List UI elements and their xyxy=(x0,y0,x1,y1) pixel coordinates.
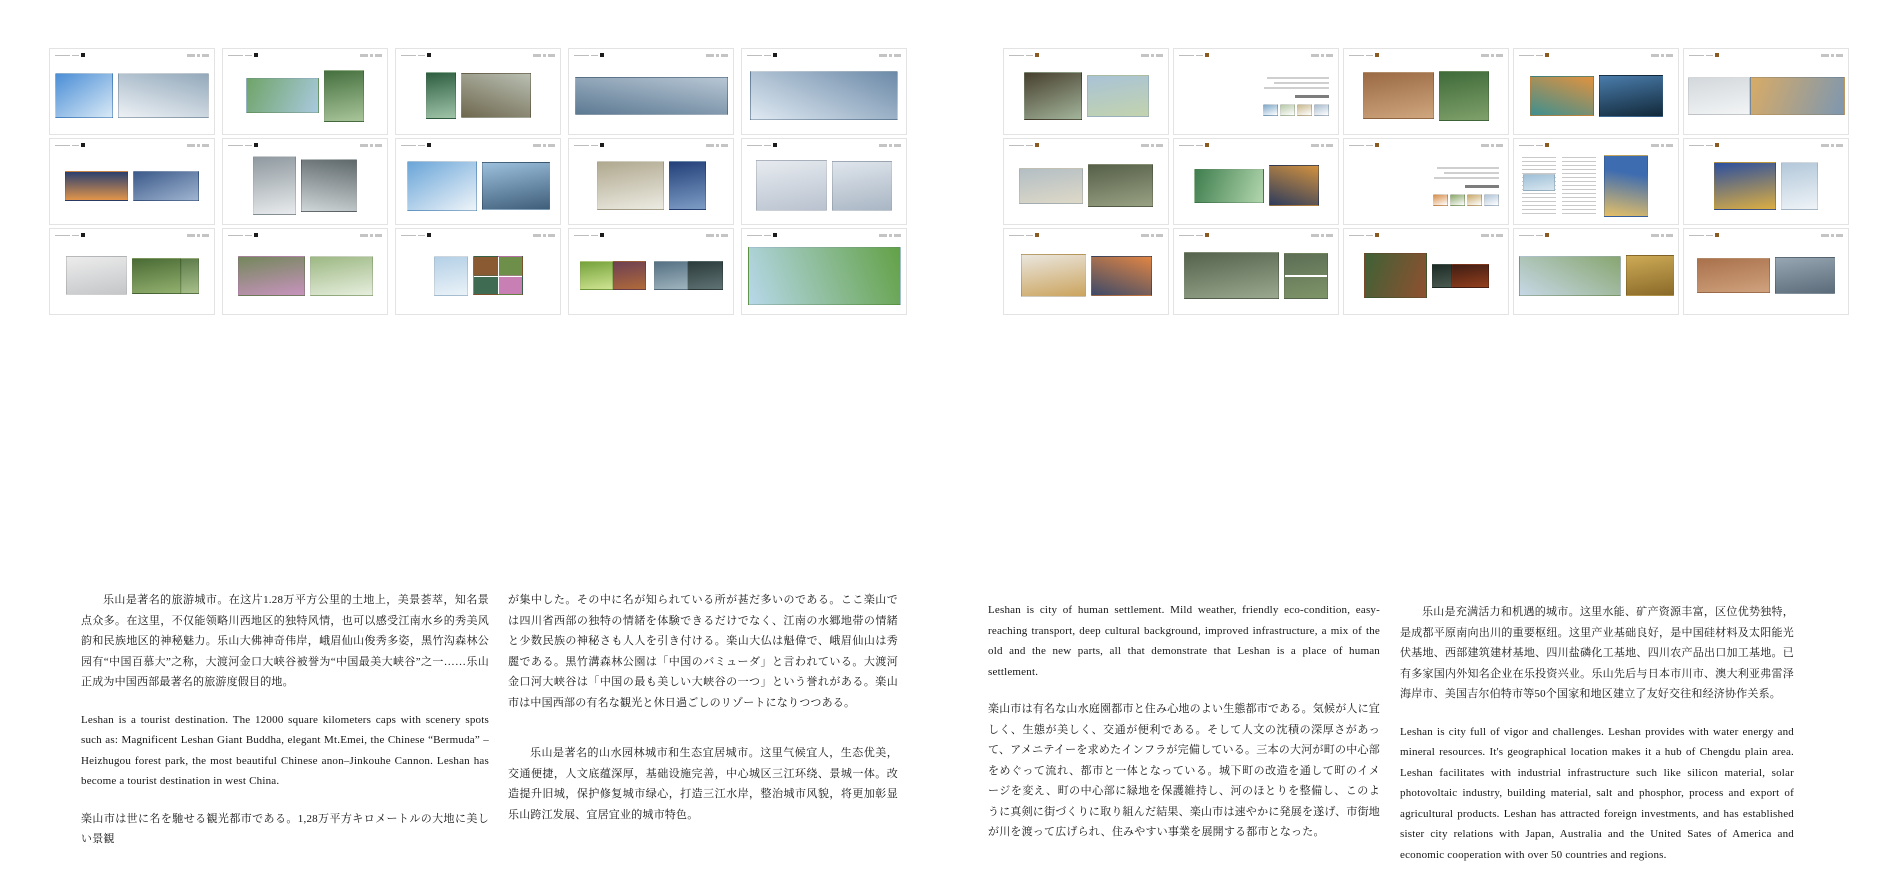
thumb-grid-left xyxy=(49,48,907,315)
frost-branches-photo xyxy=(1688,77,1750,115)
page-marker-square xyxy=(773,233,777,237)
left-page-text-column-2 xyxy=(508,590,898,842)
chapter-text-line xyxy=(1274,82,1329,84)
green-valley-photo xyxy=(324,70,364,122)
page-marker-square xyxy=(427,233,431,237)
page-marker-square xyxy=(254,53,258,57)
yi-gathering-photo xyxy=(1088,164,1153,207)
paragraph-en-tourism: Leshan is a tourist destination. The 12000 square kilometers caps with scenery spots such as: Magnificent Leshan Giant Buddha, elegant Mt.Emei, the Chinese “Bermuda” –Heizhugou forest park, the most beautiful Chinese anon–Jinkouhe Cannon. Leshan has become a tourist destination in west China. xyxy=(81,713,489,787)
strip-photo xyxy=(1263,104,1278,116)
golden-cloud-sea-photo xyxy=(1750,77,1845,115)
sunrise-mist-peaks-photo xyxy=(1530,76,1594,116)
page-header-marks xyxy=(574,233,604,237)
page-number-marks xyxy=(1141,144,1163,147)
buddha-statue-photo xyxy=(1604,155,1648,217)
page-header-marks xyxy=(228,233,258,237)
cloud-sea-panorama-photo xyxy=(575,77,728,115)
page-marker-square xyxy=(1205,233,1209,237)
samantabhadra-statue-photo xyxy=(1714,162,1776,210)
page-header-marks xyxy=(401,53,431,57)
page-thumbnail xyxy=(1173,48,1339,135)
page-thumbnail xyxy=(1003,138,1169,225)
page-header-marks xyxy=(1519,53,1549,57)
page-marker-square xyxy=(81,143,85,147)
page-number-marks xyxy=(879,54,901,57)
page-marker-square xyxy=(1375,233,1379,237)
page-marker-square xyxy=(1715,53,1719,57)
strip-photo xyxy=(1280,104,1295,116)
night-heron-photo xyxy=(688,261,723,290)
page-header-marks xyxy=(1519,143,1549,147)
page-thumbnail xyxy=(741,48,907,135)
page-header-marks xyxy=(228,53,258,57)
page-thumbnail xyxy=(1003,228,1169,315)
page-header-marks xyxy=(747,53,777,57)
page-header-marks xyxy=(1519,233,1549,237)
page-header-marks xyxy=(747,233,777,237)
photo-area xyxy=(227,240,383,311)
page-number-marks xyxy=(1821,144,1843,147)
green-gorge-photo xyxy=(1439,71,1489,121)
page-thumbnail xyxy=(222,138,388,225)
page-thumbnail xyxy=(49,48,215,135)
page-marker-square xyxy=(773,53,777,57)
chapter-photo-strip xyxy=(1263,104,1329,116)
temple-courtyards-photo xyxy=(1284,253,1328,299)
photo-area xyxy=(573,240,729,311)
bamboo-red-wall-photo xyxy=(1364,253,1427,298)
golden-roof-sunset-photo xyxy=(1091,256,1152,296)
paragraph-ja-tourism-cont: が集中した。その中に名が知られている所が甚だ多いのである。ここ楽山では四川省西部の独特の情緒を体験できるだけでなく、江南の水郷地帯の情緒と少数民族の神秘さも人人を引き付ける。楽山大仏は魁偉で、峨眉仙山は秀麗である。黒竹溝森林公園は「中国のバミューダ」と言われている。大渡河金口河大峡谷は「中国の最も美しい大峡谷の一つ」という誉れがある。楽山市は中国西部の有名な観光と休日過ごしのリゾートになりつつある。 xyxy=(508,594,898,709)
photo-area xyxy=(1178,150,1334,221)
left-page-text-column-1 xyxy=(81,590,489,867)
photo-area xyxy=(1688,150,1844,221)
page-marker-square xyxy=(600,143,604,147)
page-thumbnail xyxy=(1513,138,1679,225)
photo-area xyxy=(746,150,902,221)
page-number-marks xyxy=(187,144,209,147)
page-number-marks xyxy=(533,144,555,147)
page-marker-square xyxy=(1375,53,1379,57)
photo-area xyxy=(227,60,383,131)
page-thumbnail xyxy=(1343,138,1509,225)
photo-area xyxy=(573,150,729,221)
page-number-marks xyxy=(187,54,209,57)
chapter-text-line xyxy=(1437,167,1499,169)
tree-frog-photo xyxy=(580,261,613,290)
red-lantern-arch-photo xyxy=(1452,264,1489,288)
page-thumbnail xyxy=(1003,48,1169,135)
page-header-marks xyxy=(1009,233,1039,237)
page-number-marks xyxy=(1651,144,1673,147)
lake-bridge-photo xyxy=(1087,75,1149,117)
photo-area xyxy=(1008,60,1164,131)
page-number-marks xyxy=(533,54,555,57)
photo-area xyxy=(746,60,902,131)
page-number-marks xyxy=(1141,234,1163,237)
gilded-relief-photo xyxy=(1626,255,1674,296)
page-marker-square xyxy=(1545,53,1549,57)
page-thumbnail xyxy=(568,228,734,315)
page-number-marks xyxy=(1481,234,1503,237)
page-marker-square xyxy=(600,53,604,57)
cliff-tombs-photo xyxy=(1697,258,1770,293)
nature-macro-grid-photo xyxy=(473,256,523,295)
page-number-marks xyxy=(1311,54,1333,57)
moonlit-snow-tree-photo xyxy=(669,161,706,210)
page-thumbnail xyxy=(395,48,561,135)
riverside-banyan-panorama-photo xyxy=(748,247,901,305)
page-header-marks xyxy=(55,233,85,237)
page-number-marks xyxy=(706,234,728,237)
page-header-marks xyxy=(1009,53,1039,57)
thumb-grid-right xyxy=(1003,48,1849,315)
snow-visitors-photo xyxy=(756,160,827,211)
sunset-cloud-sea-photo xyxy=(65,171,128,201)
strip-photo xyxy=(1467,194,1482,206)
chapter-text-line xyxy=(1267,77,1329,79)
dusk-snow-trees-photo xyxy=(133,171,199,201)
photo-area xyxy=(1688,240,1844,311)
photo-area xyxy=(1008,240,1164,311)
page-thumbnail xyxy=(1173,138,1339,225)
paragraph-zh-garden-city: 乐山是著名的山水园林城市和生态宜居城市。这里气候宜人，生态优美，交通便捷，人文底蕴深厚，基础设施完善，中心城区三江环绕、景城一体。改造提升旧城，保护修复城市绿心，打造三江水岸，整治城市风貌，将更加彰显乐山跨江发展、宜居宜业的城市特色。 xyxy=(508,747,898,821)
monkeys-forest-photo xyxy=(132,258,181,294)
page-number-marks xyxy=(1311,144,1333,147)
photo-area xyxy=(1348,240,1504,311)
page-number-marks xyxy=(533,234,555,237)
page-thumbnail xyxy=(1513,228,1679,315)
page-thumbnail xyxy=(1343,228,1509,315)
paragraph-ja-settlement: 楽山市は有名な山水庭園都市と住み心地のよい生態都市である。気候が人に宜しく、生態が美しく、交通が便利である。そして人文の沈積の深厚さがあって、アメニテイーを求めたインフラが完備している。三本の大河が町の中心部をめぐって流れ、都市と一体となっている。城下町の改造を通して町のイメージを変え、町の中心部に緑地を保護維持し、河のほとりを整備し、このように真剣に街づくりに取り組んだ結果、楽山市は速やかに発展を遂げ、市街地が川を渡って広げられ、住みやすい事業を展開する都市となった。 xyxy=(988,703,1380,838)
page-thumbnail xyxy=(222,228,388,315)
page-header-marks xyxy=(1009,143,1039,147)
page-thumbnail xyxy=(741,228,907,315)
mini-text-column xyxy=(1562,157,1596,215)
strip-photo xyxy=(1484,194,1499,206)
page-thumbnail xyxy=(49,228,215,315)
page-number-marks xyxy=(879,144,901,147)
page-thumbnail xyxy=(1683,138,1849,225)
photo-area xyxy=(54,240,210,311)
page-thumbnail xyxy=(395,138,561,225)
sun-over-ridge-photo xyxy=(1599,75,1663,117)
page-marker-square xyxy=(773,143,777,147)
page-header-marks xyxy=(1179,53,1209,57)
photo-area xyxy=(227,150,383,221)
jinkouhe-canyon-photo xyxy=(1363,72,1434,119)
inset-photo xyxy=(1523,174,1555,191)
forest-waterfall-photo xyxy=(426,72,456,119)
page-header-marks xyxy=(1179,143,1209,147)
paragraph-ja-tourism-lead: 楽山市は世に名を馳せる観光都市である。1,28万平方キロメートルの大地に美しい景観 xyxy=(81,812,489,845)
right-page-text-column-2 xyxy=(1400,602,1794,882)
children-sledding-photo xyxy=(832,161,892,211)
photo-area xyxy=(1518,240,1674,311)
strip-photo xyxy=(1297,104,1312,116)
chapter-text-line xyxy=(1434,177,1499,179)
page-header-marks xyxy=(1349,143,1379,147)
strip-photo xyxy=(1433,194,1448,206)
page-marker-square xyxy=(1545,233,1549,237)
photo-area xyxy=(1348,60,1504,131)
photo-area xyxy=(54,150,210,221)
page-number-marks xyxy=(1651,234,1673,237)
photo-area xyxy=(400,60,556,131)
page-number-marks xyxy=(1821,234,1843,237)
forest-bird-photo xyxy=(613,261,646,290)
page-marker-square xyxy=(1035,233,1039,237)
chapter-text-line xyxy=(1444,172,1499,174)
strip-photo xyxy=(1314,104,1329,116)
icicles-photo xyxy=(482,162,550,210)
page-marker-square xyxy=(254,143,258,147)
misty-autumn-forest-photo xyxy=(461,73,531,118)
page-header-marks xyxy=(401,143,431,147)
page-header-marks xyxy=(1689,53,1719,57)
page-number-marks xyxy=(1481,54,1503,57)
snowy-temple-photo xyxy=(597,161,664,210)
page-header-marks xyxy=(1179,233,1209,237)
paragraph-en-vigor: Leshan is city full of vigor and challenges. Leshan provides with water energy and mineral resources. It's geographical location makes it a hub of Chengdu plain area. Leshan facilitates with industrial infrastructure such like silicon material, solar photovoltaic industry, building material, salt and phosphor, process and export of agricultural products. Leshan has attracted foreign investments, and has established sister city relations with Japan, Australia and the United Sates of America and economic cooperation with over 50 countries and regions. xyxy=(1400,725,1794,861)
paragraph-zh-vigor: 乐山是充满活力和机遇的城市。这里水能、矿产资源丰富，区位优势独特，是成都平原南向出川的重要枢纽。这里产业基础良好，是中国硅材料及太阳能光伏基地、西部建筑建材基地、四川盐磷化工基地、四川农产品出口加工基地。已有多家国内外知名企业在乐投资兴业。乐山先后与日本市川市、澳大利亚弗雷泽海岸市、美国吉尔伯特市等50个国家和地区建立了友好交往和经济协作关系。 xyxy=(1400,606,1794,700)
page-marker-square xyxy=(1035,143,1039,147)
chapter-photo-strip xyxy=(1433,194,1499,206)
page-number-marks xyxy=(1311,234,1333,237)
photo-area xyxy=(746,240,902,311)
white-elephant-arch-photo xyxy=(1781,162,1818,210)
photo-area xyxy=(1008,150,1164,221)
page-thumbnail xyxy=(49,138,215,225)
page-marker-square xyxy=(427,53,431,57)
bamboo-river-photo xyxy=(1194,169,1264,203)
page-number-marks xyxy=(360,144,382,147)
page-number-marks xyxy=(1821,54,1843,57)
giant-buddha-hill-panorama-photo xyxy=(1519,256,1621,296)
misty-pasture-photo xyxy=(1019,168,1083,204)
photo-area xyxy=(1688,60,1844,131)
mini-text-column xyxy=(1522,157,1556,215)
page-marker-square xyxy=(81,233,85,237)
page-header-marks xyxy=(228,143,258,147)
page-header-marks xyxy=(1689,233,1719,237)
dove-tree-flowers-photo xyxy=(310,256,373,296)
chapter-intro-block xyxy=(1433,164,1499,206)
photo-area xyxy=(573,60,729,131)
lake-boardwalk-photo xyxy=(246,78,319,113)
page-number-marks xyxy=(1141,54,1163,57)
page-thumbnail xyxy=(741,138,907,225)
page-marker-square xyxy=(1715,143,1719,147)
page-marker-square xyxy=(1205,53,1209,57)
temple-forest-path-photo xyxy=(1184,252,1279,299)
page-marker-square xyxy=(1375,143,1379,147)
page-header-marks xyxy=(1689,143,1719,147)
page-marker-square xyxy=(254,233,258,237)
monkey-snow-branch-photo xyxy=(66,256,127,295)
page-thumbnail xyxy=(1343,48,1509,135)
page-marker-square xyxy=(1205,143,1209,147)
page-number-marks xyxy=(879,234,901,237)
photo-area xyxy=(400,240,556,311)
page-thumbnail xyxy=(222,48,388,135)
chapter-title-line xyxy=(1465,185,1499,188)
page-header-marks xyxy=(401,233,431,237)
page-number-marks xyxy=(187,234,209,237)
photo-area xyxy=(54,60,210,131)
chapter-title-line xyxy=(1295,95,1329,98)
text-page-layout xyxy=(1522,152,1672,219)
photo-area xyxy=(1178,240,1334,311)
page-thumbnail xyxy=(1683,228,1849,315)
page-number-marks xyxy=(360,54,382,57)
page-marker-square xyxy=(1545,143,1549,147)
foggy-cliff-photo xyxy=(253,156,296,215)
right-page-text-column-1 xyxy=(988,600,1380,860)
page-header-marks xyxy=(1349,53,1379,57)
page-marker-square xyxy=(1035,53,1039,57)
chapter-intro-block xyxy=(1263,74,1329,116)
photo-area xyxy=(400,150,556,221)
page-header-marks xyxy=(574,143,604,147)
page-header-marks xyxy=(1349,233,1379,237)
page-number-marks xyxy=(706,144,728,147)
sea-of-clouds-photo xyxy=(118,73,209,118)
dark-courtyard-photo xyxy=(1432,264,1452,288)
page-header-marks xyxy=(574,53,604,57)
page-thumbnail xyxy=(395,228,561,315)
page-thumbnail xyxy=(568,138,734,225)
strip-photo xyxy=(1450,194,1465,206)
leaves-blue-sky-photo xyxy=(434,256,468,296)
page-thumbnail xyxy=(1683,48,1849,135)
mist-pines-photo xyxy=(301,159,357,212)
page-number-marks xyxy=(360,234,382,237)
paragraph-en-settlement: Leshan is city of human settlement. Mild weather, friendly eco-condition, easy-reaching transport, deep cultural background, improved infrastructure, a mix of the old and the new parts, all that demonstrate that Leshan is a place of human settlement. xyxy=(988,604,1380,678)
page-thumbnail xyxy=(1173,228,1339,315)
ancient-tree-photo xyxy=(1024,72,1082,120)
temple-on-ridge-photo xyxy=(1775,257,1835,294)
emei-summit-sun-photo xyxy=(55,73,113,118)
azalea-bloom-photo xyxy=(238,256,305,296)
buddha-head-photo xyxy=(1021,254,1086,297)
page-number-marks xyxy=(706,54,728,57)
page-marker-square xyxy=(81,53,85,57)
photo-area xyxy=(1518,60,1674,131)
page-marker-square xyxy=(600,233,604,237)
page-thumbnail xyxy=(568,48,734,135)
pagoda-dusk-photo xyxy=(1269,165,1319,206)
water-bird-photo xyxy=(654,261,688,290)
page-number-marks xyxy=(1651,54,1673,57)
monkey-tree-photo xyxy=(181,258,199,294)
page-marker-square xyxy=(427,143,431,147)
paragraph-zh-tourism: 乐山是著名的旅游城市。在这片1.28万平方公里的土地上，美景荟萃，知名景点众多。在这里，不仅能领略川西地区的独特风情，也可以感受江南水乡的秀美风韵和民族地区的神秘魅力。乐山大佛神奇伟岸，峨眉仙山俊秀多姿，黑竹沟森林公园有“中国百慕大”之称，大渡河金口大峡谷被誉为“中国最美大峡谷”之一……乐山正成为中国西部最著名的旅游度假目的地。 xyxy=(81,594,489,688)
snow-mountain-photo xyxy=(407,161,477,211)
page-header-marks xyxy=(55,53,85,57)
page-number-marks xyxy=(1481,144,1503,147)
page-thumbnail xyxy=(1513,48,1679,135)
page-header-marks xyxy=(747,143,777,147)
page-marker-square xyxy=(1715,233,1719,237)
cliff-above-clouds-panorama-photo xyxy=(750,71,898,120)
mini-text-columns xyxy=(1522,157,1596,215)
chapter-text-line xyxy=(1264,87,1329,89)
page-header-marks xyxy=(55,143,85,147)
